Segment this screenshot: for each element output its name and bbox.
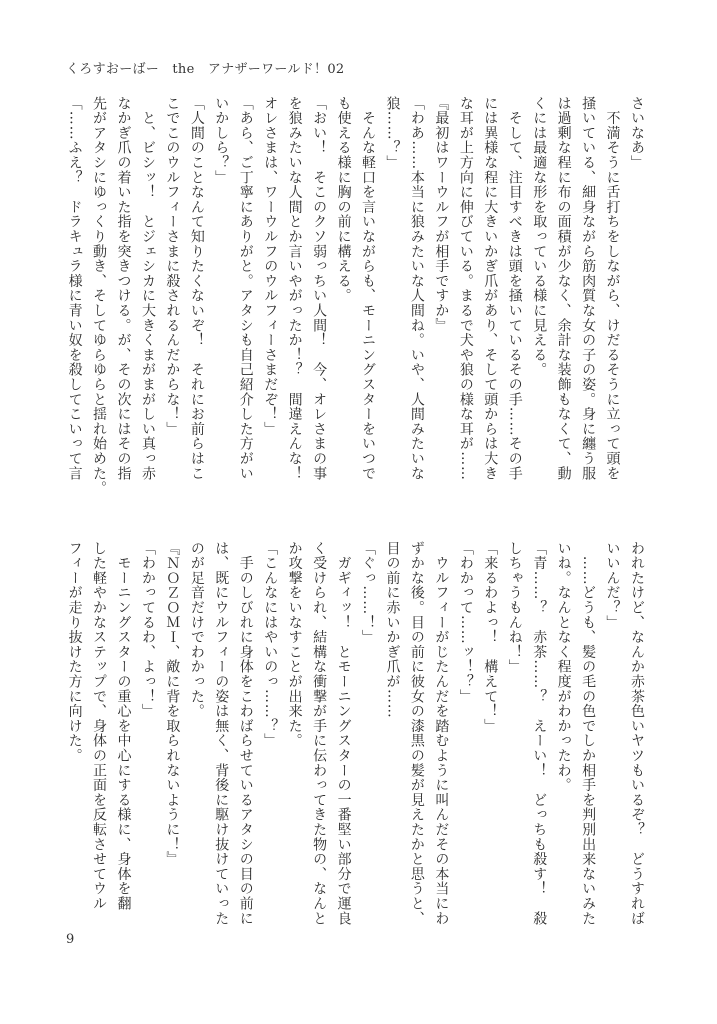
text-column: 「……ふえ？ ドラキュラ様に青い奴を殺してこいって言 <box>66 96 83 481</box>
text-column: は、既にウルフィーの姿は無く、背後に駆け抜けていった <box>213 541 230 926</box>
text-column: 「ぐっ……！」 <box>360 541 377 645</box>
text-column: 「あら、ご丁寧にありがと。アタシも自己紹介した方がい <box>237 96 254 481</box>
text-block-top <box>61 96 649 496</box>
text-column: も使える様に胸の前に構える。 <box>335 96 352 304</box>
text-column: 「来るわよっ！ 構えて！」 <box>482 541 499 734</box>
text-column: 『最初はワーウルフが相手ですか』 <box>433 96 450 333</box>
text-column: には異様な程に大きいかぎ爪があり、そして頭からは大き <box>482 96 499 481</box>
text-column: 先がアタシにゆっくり動き、そしてゆらゆらと揺れ始めた。 <box>91 96 108 496</box>
running-header: くろすおーばー the アナザーワールド！02 <box>66 62 345 77</box>
text-column: しちゃうもんね！」 <box>506 541 523 675</box>
text-column: そして、注目すべきは頭を掻いているその手……その手 <box>506 96 523 481</box>
text-column: 「わかって……ッ！？」 <box>457 541 474 704</box>
text-column: 「青……？ 赤茶……？ えーい！ どっちも殺す！ 殺 <box>531 541 548 926</box>
text-column: 『ＮＯＺＯＭＩ、敵に背を取られないように！』 <box>164 541 181 867</box>
text-column: 「わかってるわ、よっ！」 <box>139 541 156 719</box>
text-column: ガギィッ！ とモーニングスターの一番堅い部分で運良 <box>335 541 352 926</box>
text-column: は過剰な程に布の面積が少なく、余計な装飾もなくて、動 <box>555 96 572 481</box>
text-column: な耳が上方向に伸びている。まるで犬や狼の様な耳が…… <box>457 96 474 481</box>
text-column: くには最適な形を取っている様に見える。 <box>531 96 548 378</box>
text-column: 「おい！ そこのクソ弱っちい人間！ 今、オレさまの事 <box>311 96 328 481</box>
page-number: 9 <box>66 932 75 947</box>
text-column: 「こんなにはやいのっ……？」 <box>262 541 279 749</box>
text-block-bottom <box>61 541 649 933</box>
text-column: 目の前に赤いかぎ爪が…… <box>384 541 401 719</box>
text-column: ウルフィーがじたんだを踏むように叫んだその本当にわ <box>433 541 450 926</box>
text-column: いかしら？」 <box>213 96 230 185</box>
text-column: 不満そうに舌打ちをしながら、けだるそうに立って頭を <box>604 96 621 481</box>
text-column: なかぎ爪の着いた指を突きつける。が、その次にはその指 <box>115 96 132 481</box>
text-column: いね。なんとなく程度がわかったわ。 <box>555 541 572 793</box>
text-column: く受けられ、結構な衝撃が手に伝わってきた物の、なんと <box>311 541 328 926</box>
text-column: 掻いている、細身ながら筋肉質な女の子の姿。身に纏う服 <box>580 96 597 481</box>
text-column: モーニングスターの重心を中心にする様に、身体を翻 <box>115 541 132 911</box>
text-column: か攻撃をいなすことが出来た。 <box>286 541 303 749</box>
text-column: のが足音だけでわかった。 <box>188 541 205 719</box>
text-column: ずかな後。目の前に彼女の漆黒の髪が見えたかと思うと、 <box>408 541 425 926</box>
text-column: した軽やかなステップで、身体の正面を反転させてウル <box>91 541 108 911</box>
text-column: そんな軽口を言いながらも、モーニングスターをいつで <box>360 96 377 481</box>
text-column: ……どうも、髪の毛の色でしか相手を判別出来ないみた <box>580 541 597 926</box>
text-column: オレさまは、ワーウルフのウルフィーさまだぞ！」 <box>262 96 279 437</box>
text-column: 「わあ……本当に狼みたいな人間ね。いや、人間みたいな <box>408 96 425 481</box>
text-column: 手のしびれに身体をこわばらせているアタシの目の前に <box>237 541 254 926</box>
text-column: いいんだ？」 <box>604 541 621 630</box>
text-column: を狼みたいな人間とか言いやがったか！？ 間違えんな！ <box>286 96 303 481</box>
text-column: 狼……？」 <box>384 96 401 170</box>
text-column: と、ビシッ！ とジェシカに大きくまがまがしい真っ赤 <box>139 96 156 481</box>
text-column: さいなあ」 <box>629 96 645 170</box>
text-column: われたけど、なんか赤茶色いヤツもいるぞ？ どうすれば <box>629 541 645 926</box>
text-column: 「人間のことなんて知りたくないぞ！ それにお前らはこ <box>188 96 205 481</box>
text-column: こでこのウルフィーさまに殺されるんだからな！」 <box>164 96 181 437</box>
text-column: フィーが走り抜けた方に向けた。 <box>66 541 83 763</box>
